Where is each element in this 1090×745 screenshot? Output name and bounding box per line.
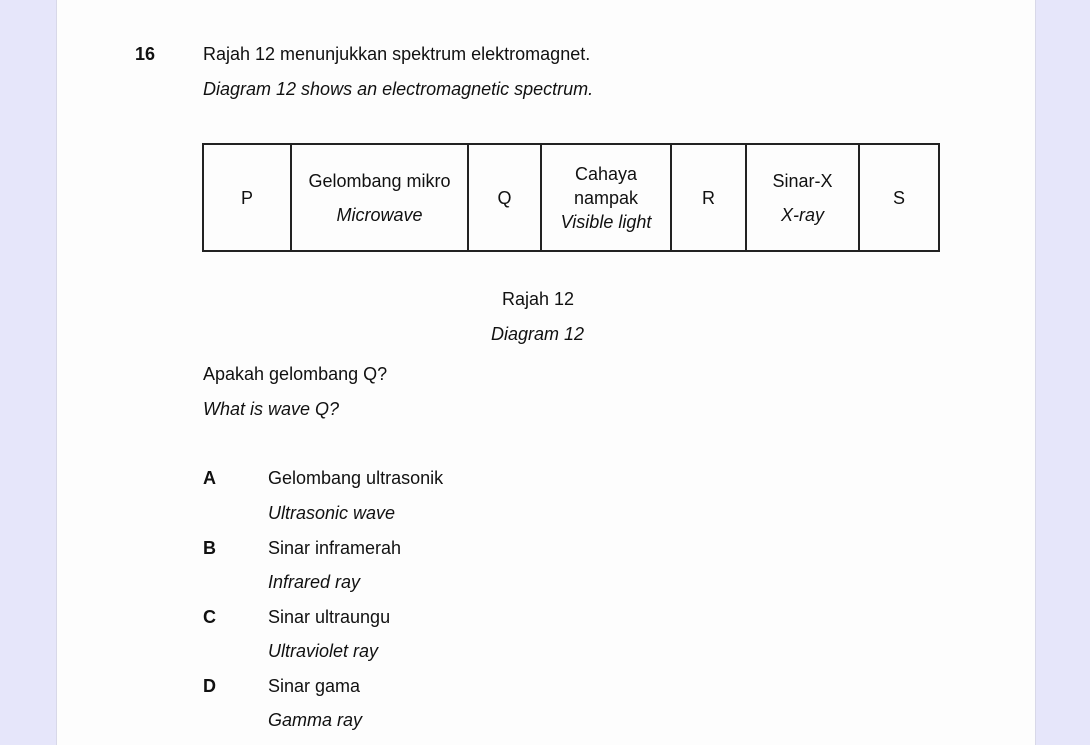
- spectrum-cell-visible: Cahaya nampak Visible light: [541, 144, 671, 251]
- option-text-en: Ultrasonic wave: [268, 503, 396, 523]
- option-text-en: Ultraviolet ray: [268, 641, 379, 661]
- option-text-ms: Sinar gama: [268, 676, 361, 696]
- spectrum-cell-microwave: Gelombang mikro Microwave: [291, 144, 468, 251]
- option-letter: C: [203, 607, 216, 627]
- spectrum-cell-p: P: [203, 144, 291, 251]
- question-stem-ms: Rajah 12 menunjukkan spektrum elektromagnet.: [203, 44, 591, 64]
- option-text-ms: Sinar ultraungu: [268, 607, 391, 627]
- spectrum-cell-s: S: [859, 144, 939, 251]
- option-text-ms: Sinar inframerah: [268, 538, 402, 558]
- option-text-ms: Gelombang ultrasonik: [268, 468, 444, 488]
- option-letter: D: [203, 676, 216, 696]
- option-letter: A: [203, 468, 216, 488]
- option-text-en: Infrared ray: [268, 572, 361, 592]
- ask-en: What is wave Q?: [203, 399, 340, 419]
- option-text-en: Gamma ray: [268, 710, 363, 730]
- ask-ms: Apakah gelombang Q?: [203, 364, 388, 384]
- diagram-caption-ms: Rajah 12: [502, 289, 575, 309]
- diagram-caption-en: Diagram 12: [491, 324, 585, 344]
- question-stem-en: Diagram 12 shows an electromagnetic spectrum.: [203, 79, 594, 99]
- option-letter: B: [203, 538, 216, 558]
- spectrum-cell-xray: Sinar-X X-ray: [746, 144, 859, 251]
- spectrum-cell-r: R: [671, 144, 746, 251]
- spectrum-cell-q: Q: [468, 144, 541, 251]
- spectrum-table: [202, 143, 940, 252]
- question-number: 16: [135, 44, 156, 64]
